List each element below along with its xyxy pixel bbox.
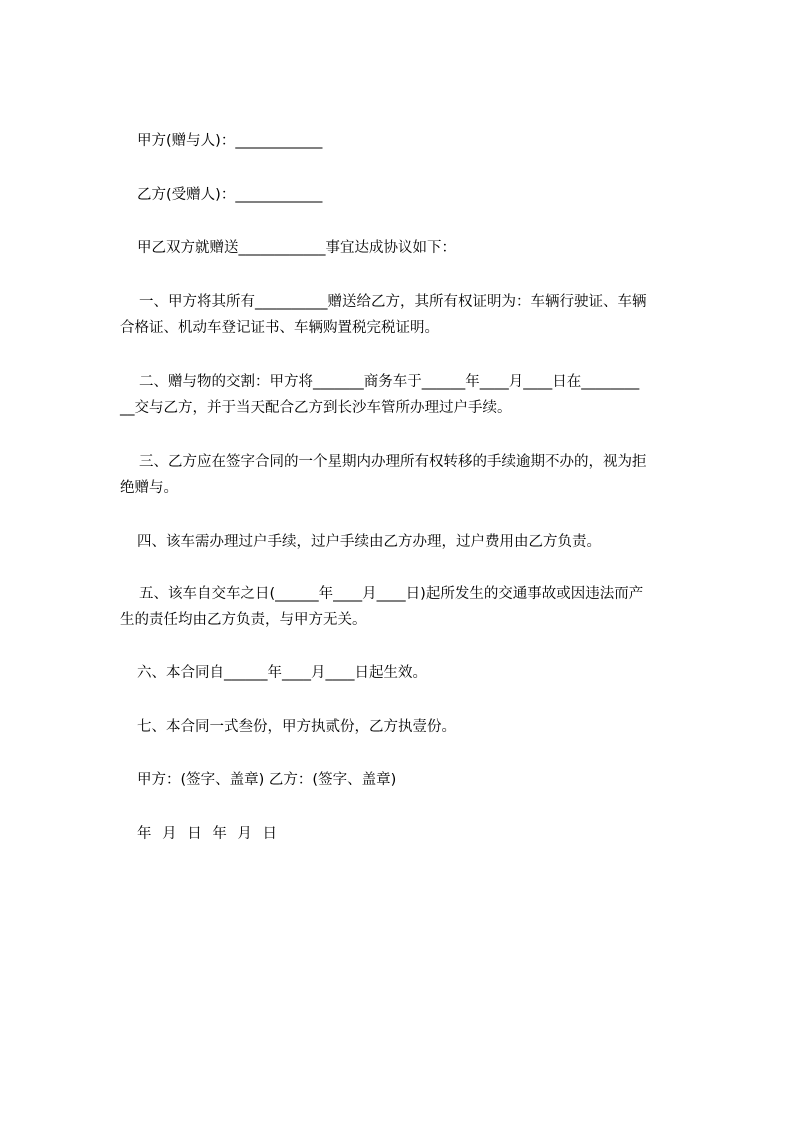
clause-4-line: 四、该车需办理过户手续，过户手续由乙方办理，过户费用由乙方负责。 (137, 534, 601, 550)
clause-2-line-2: __交与乙方，并于当天配合乙方到长沙车管所办理过户手续。 (120, 400, 512, 416)
clause-3-line-2: 绝赠与。 (120, 480, 178, 496)
clause-1-line-2: 合格证、机动车登记证书、车辆购置税完税证明。 (120, 320, 439, 336)
clause-1-line-1: 一、甲方将其所有__________赠送给乙方，其所有权证明为：车辆行驶证、车辆 (139, 294, 647, 310)
party-a-line: 甲方(赠与人)：____________ (137, 133, 323, 149)
clause-5-line-1: 五、该车自交车之日(______年____月____日)起所发生的交通事故或因违法而产 (139, 586, 644, 602)
clause-7-line: 七、本合同一式叁份，甲方执贰份，乙方执壹份。 (137, 719, 456, 735)
party-b-line: 乙方(受赠人)：____________ (137, 187, 323, 203)
signature-line: 甲方：(签字、盖章) 乙方：(签字、盖章) (137, 772, 397, 788)
clause-5-line-2: 生的责任均由乙方负责，与甲方无关。 (120, 612, 367, 628)
date-line: 年 月 日 年 月 日 (137, 826, 281, 842)
clause-6-line: 六、本合同自______年____月____日起生效。 (137, 665, 427, 681)
clause-3-line-1: 三、乙方应在签字合同的一个星期内办理所有权转移的手续逾期不办的，视为拒 (139, 454, 647, 470)
clause-2-line-1: 二、赠与物的交割：甲方将_______商务车于______年____月____日在________ (139, 374, 640, 390)
agreement-intro: 甲乙双方就赠送____________事宜达成协议如下： (137, 240, 456, 256)
